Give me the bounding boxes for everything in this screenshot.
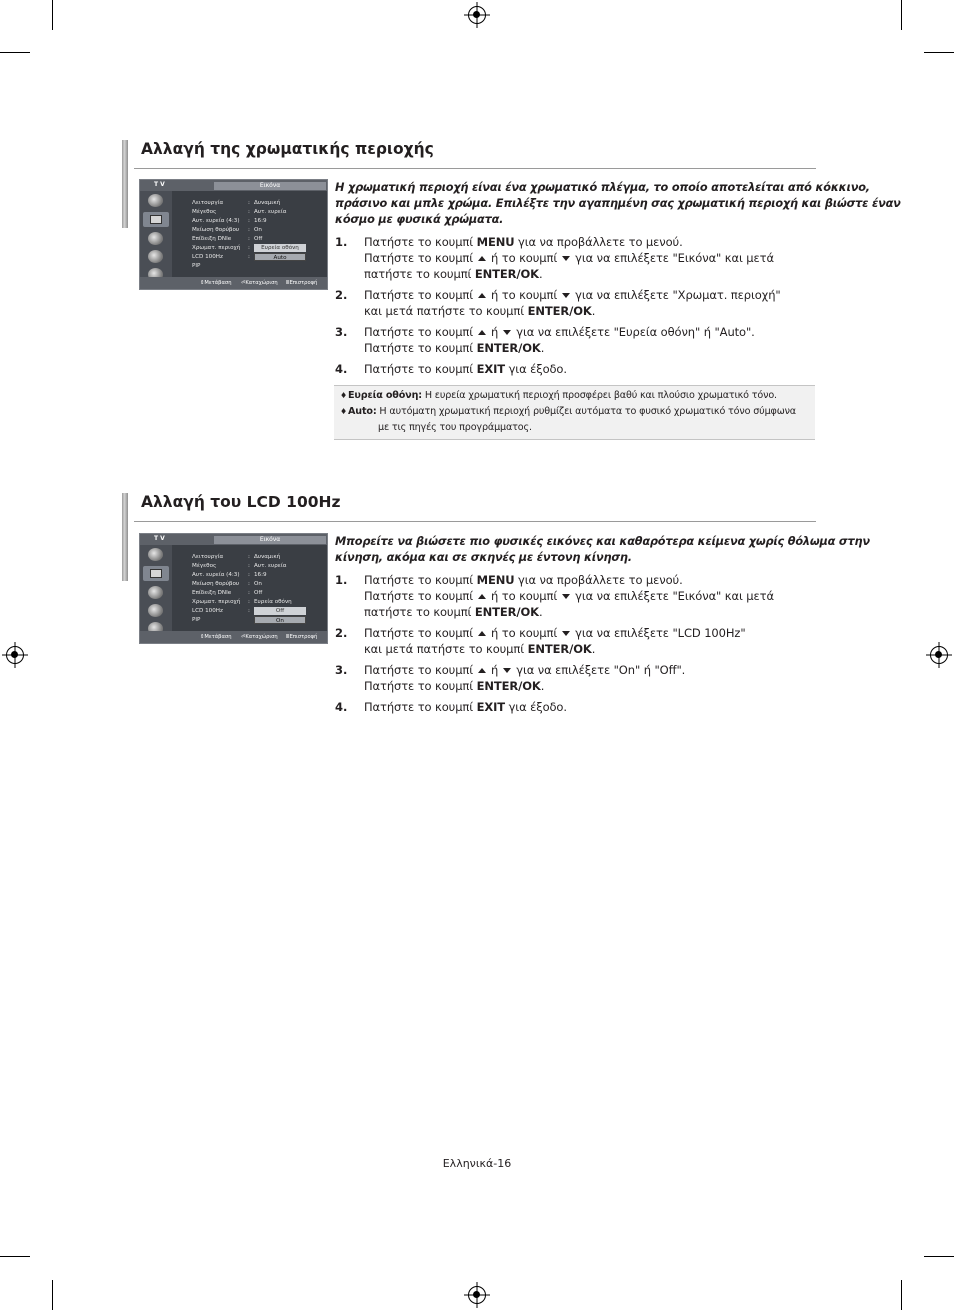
note-item: ♦ Auto: Η αυτόματη χρωματική περιοχή ρυθμίζει αυτόματα το φυσικό χρωματικό τόνο σύμφωνα με τις πηγές του προγράμματος. bbox=[340, 406, 796, 433]
osd-row: Λειτουργία : Δυναμική bbox=[192, 554, 281, 560]
step-item: 3. Πατήστε το κουμπί ή για να επιλέξετε "Ευρεία οθόνη" ή "Auto". Πατήστε το κουμπί ENTER/OK. bbox=[335, 325, 755, 355]
osd-option-highlight: Ευρεία οθόνη bbox=[254, 244, 306, 252]
crop-mark bbox=[0, 1256, 30, 1257]
tv-osd-screenshot bbox=[139, 533, 328, 644]
crop-mark bbox=[901, 0, 902, 30]
crop-mark bbox=[52, 0, 53, 30]
osd-tv-label: T V bbox=[154, 535, 165, 542]
osd-option-selected: On bbox=[254, 616, 306, 624]
down-arrow-icon bbox=[562, 594, 570, 599]
up-arrow-icon bbox=[478, 631, 486, 636]
down-arrow-icon bbox=[562, 256, 570, 261]
crop-mark bbox=[924, 1256, 954, 1257]
step-item: 1. Πατήστε το κουμπί MENU για να προβάλλετε το μενού. Πατήστε το κουμπί ή το κουμπί για να επιλέξετε "Εικόνα" και μετά πατήστε το κουμπί ENTER/OK. bbox=[335, 235, 774, 281]
page-number: Ελληνικά-16 bbox=[442, 1157, 512, 1170]
osd-sound-icon bbox=[148, 586, 163, 599]
osd-header bbox=[140, 180, 327, 191]
osd-option-selected: Auto bbox=[254, 253, 306, 261]
crop-mark bbox=[924, 52, 954, 53]
down-arrow-icon bbox=[503, 668, 511, 673]
osd-footer bbox=[140, 277, 327, 289]
osd-row: Χρωματ. περιοχή : Ευρεία οθόνη bbox=[192, 244, 323, 253]
section-title: Αλλαγή του LCD 100Hz bbox=[141, 493, 341, 511]
osd-row: Χρωματ. περιοχή : Ευρεία οθόνη bbox=[192, 599, 292, 605]
osd-footer-enter: ⏎ Καταχώριση bbox=[241, 634, 278, 640]
osd-footer-enter: ⏎ Καταχώριση bbox=[241, 280, 278, 286]
tv-osd-screenshot bbox=[139, 179, 328, 290]
up-arrow-icon bbox=[478, 330, 486, 335]
osd-menu-title: Εικόνα bbox=[214, 536, 326, 544]
osd-menu-rows bbox=[192, 553, 323, 625]
osd-sound-icon bbox=[148, 232, 163, 245]
osd-row: PIP On bbox=[192, 616, 323, 625]
osd-row: Επίδειξη DNIe : Off bbox=[192, 590, 263, 596]
osd-picture-icon bbox=[143, 566, 169, 581]
crop-mark bbox=[901, 1280, 902, 1310]
step-item: 4. Πατήστε το κουμπί EXIT για έξοδο. bbox=[335, 700, 567, 714]
down-arrow-icon bbox=[562, 293, 570, 298]
section-content bbox=[335, 534, 870, 720]
registration-mark-icon bbox=[6, 646, 24, 664]
osd-row: Αυτ. ευρεία (4:3) : 16:9 bbox=[192, 218, 267, 224]
osd-row: Μείωση θορύβου : On bbox=[192, 227, 262, 233]
note-item: ♦ Ευρεία οθόνη: Η ευρεία χρωματική περιοχή προσφέρει βαθύ και πλούσιο χρωματικό τόνο. bbox=[340, 390, 777, 401]
osd-footer bbox=[140, 631, 327, 643]
step-item: 2. Πατήστε το κουμπί ή το κουμπί για να επιλέξετε "LCD 100Hz" και μετά πατήστε το κουμπί ENTER/OK. bbox=[335, 626, 746, 656]
step-item: 4. Πατήστε το κουμπί EXIT για έξοδο. bbox=[335, 362, 567, 376]
up-arrow-icon bbox=[478, 668, 486, 673]
osd-sidebar bbox=[140, 191, 172, 277]
section-marker-bar bbox=[122, 493, 128, 581]
step-item: 3. Πατήστε το κουμπί ή για να επιλέξετε "On" ή "Off". Πατήστε το κουμπί ENTER/OK. bbox=[335, 663, 686, 693]
section-content bbox=[335, 180, 901, 382]
section-intro: Μπορείτε να βιώσετε πιο φυσικές εικόνες και καθαρότερα κείμενα χωρίς θόλωμα στην κίνηση, ακόμα και σε σκηνές με έντονη κίνηση. bbox=[335, 535, 870, 564]
registration-mark-icon bbox=[930, 646, 948, 664]
crop-mark bbox=[52, 1280, 53, 1310]
osd-menu-rows bbox=[192, 199, 323, 271]
section-divider bbox=[134, 521, 816, 522]
registration-mark-icon bbox=[468, 6, 486, 24]
osd-channel-icon bbox=[148, 250, 163, 263]
section-title: Αλλαγή της χρωματικής περιοχής bbox=[141, 140, 434, 158]
osd-row: Μείωση θορύβου : On bbox=[192, 581, 262, 587]
osd-tv-label: T V bbox=[154, 181, 165, 188]
section-divider bbox=[134, 168, 816, 169]
osd-picture-icon bbox=[143, 212, 169, 227]
osd-row: Λειτουργία : Δυναμική bbox=[192, 200, 281, 206]
section-intro: Η χρωματική περιοχή είναι ένα χρωματικό πλέγμα, το οποίο αποτελείται από κόκκινο, πράσινο και μπλε χρώμα. Επιλέξτε την αγαπημένη σας χρωματική περιοχή και βιώστε έναν κόσμο με φυσικά χρώματα. bbox=[335, 181, 901, 226]
osd-row: LCD 100Hz : Off bbox=[192, 607, 323, 616]
section-marker-bar bbox=[122, 140, 128, 228]
osd-row: Επίδειξη DNIe : Off bbox=[192, 236, 263, 242]
up-arrow-icon bbox=[478, 256, 486, 261]
up-arrow-icon bbox=[478, 293, 486, 298]
osd-menu-title: Εικόνα bbox=[214, 182, 326, 190]
osd-footer-return: Ⅲ Επιστροφή bbox=[286, 634, 318, 640]
step-item: 2. Πατήστε το κουμπί ή το κουμπί για να επιλέξετε "Χρωματ. περιοχή" και μετά πατήστε το κουμπί ENTER/OK. bbox=[335, 288, 781, 318]
osd-footer-return: Ⅲ Επιστροφή bbox=[286, 280, 318, 286]
osd-input-icon bbox=[148, 194, 163, 207]
osd-row: PIP bbox=[192, 263, 201, 269]
osd-row: Μέγεθος : Αυτ. ευρεία bbox=[192, 209, 287, 215]
crop-mark bbox=[0, 52, 30, 53]
notes-box bbox=[334, 385, 815, 440]
osd-header bbox=[140, 534, 327, 545]
registration-mark-icon bbox=[468, 1286, 486, 1304]
osd-sidebar bbox=[140, 545, 172, 631]
osd-channel-icon bbox=[148, 604, 163, 617]
osd-row: LCD 100Hz : Auto bbox=[192, 253, 323, 262]
osd-row: Αυτ. ευρεία (4:3) : 16:9 bbox=[192, 572, 267, 578]
up-arrow-icon bbox=[478, 594, 486, 599]
osd-option-highlight: Off bbox=[254, 607, 306, 615]
down-arrow-icon bbox=[503, 330, 511, 335]
osd-row: Μέγεθος : Αυτ. ευρεία bbox=[192, 563, 287, 569]
osd-input-icon bbox=[148, 548, 163, 561]
step-item: 1. Πατήστε το κουμπί MENU για να προβάλλετε το μενού. Πατήστε το κουμπί ή το κουμπί για να επιλέξετε "Εικόνα" και μετά πατήστε το κουμπί ENTER/OK. bbox=[335, 573, 774, 619]
osd-footer-move: ⇕ Μετάβαση bbox=[200, 280, 232, 286]
osd-footer-move: ⇕ Μετάβαση bbox=[200, 634, 232, 640]
down-arrow-icon bbox=[562, 631, 570, 636]
